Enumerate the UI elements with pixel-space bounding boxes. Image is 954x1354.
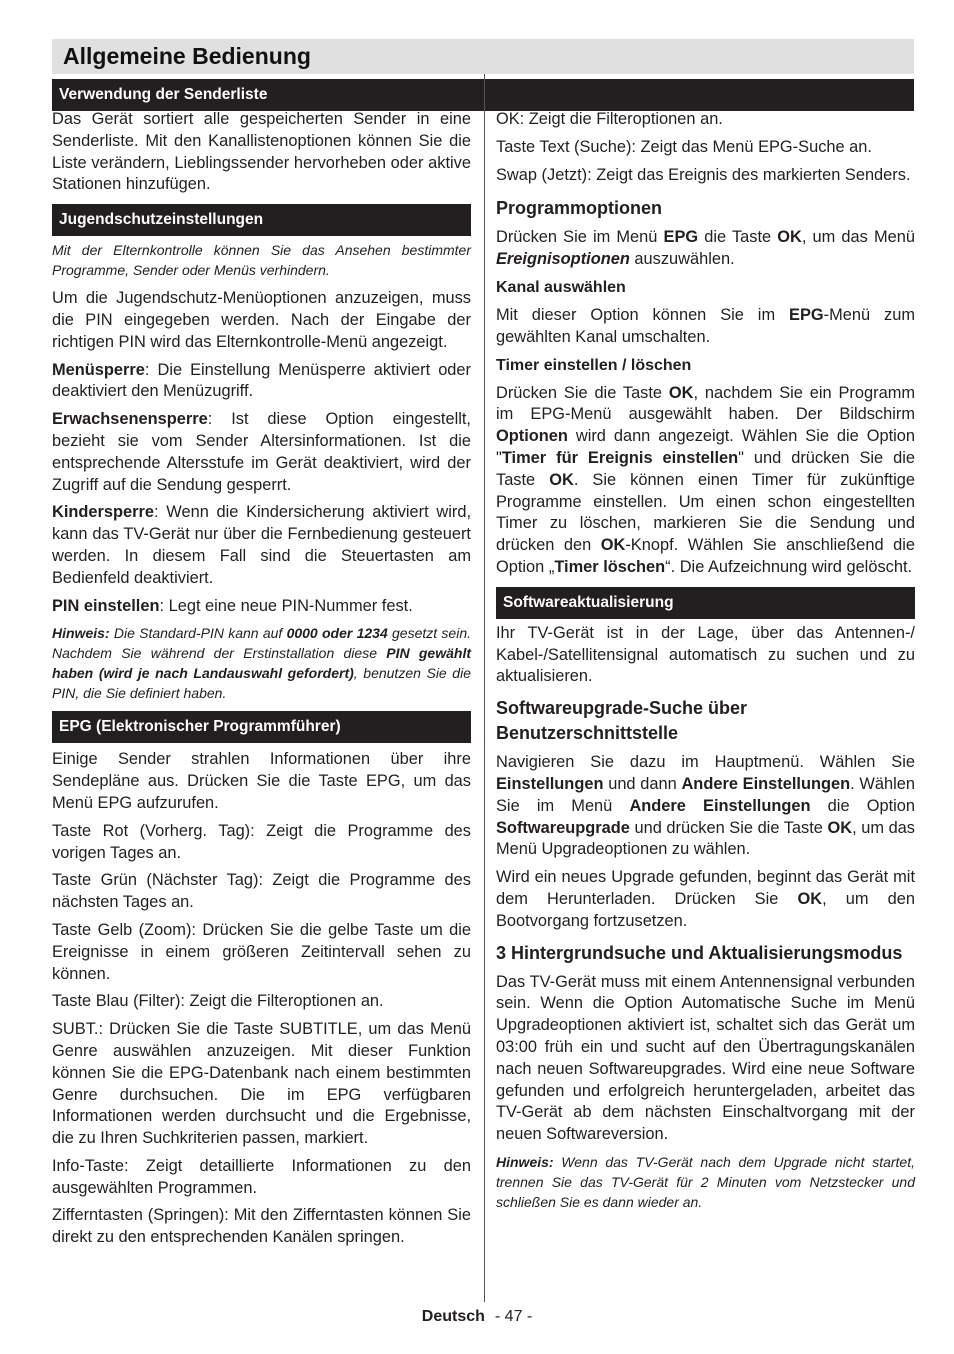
bold-run: EPG [789, 305, 824, 324]
page-footer [0, 1306, 954, 1328]
epg-number-keys: Zifferntasten (Springen): Mit den Zifferntasten können Sie direkt zu den entsprechenden Kanälen springen. [52, 1206, 471, 1247]
software-download-paragraph [496, 867, 915, 932]
adult-lock-paragraph [52, 409, 471, 496]
note-text: , benutzen Sie die PIN, die Sie definiert haben. [52, 665, 471, 702]
right-column [496, 109, 915, 1220]
text-run: , nachdem Sie ein Programm im EPG-Menü ausgewählt haben. Der Bildschirm [496, 383, 915, 424]
text-run: -Knopf. Wählen Sie anschließend die Option „ [496, 536, 915, 576]
epg-blue-key: Taste Blau (Filter): Zeigt die Filteroptionen an. [52, 992, 384, 1011]
epg-info-key: Info-Taste: Zeigt detaillierte Informationen zu den ausgewählten Programmen. [52, 1156, 471, 1197]
text-run: Drücken Sie die Taste [496, 383, 669, 402]
software-paragraph: Ihr TV-Gerät ist in der Lage, über das Antennen-/ Kabel-/Satellitensignal automatisch zu suchen und zu aktualisieren. [496, 623, 915, 686]
text-run: und drücken Sie die Taste [629, 818, 828, 837]
bold-run: Andere Einstellungen [629, 796, 811, 815]
epg-subt-key: SUBT.: Drücken Sie die Taste SUBTITLE, um das Menü Genre auswählen anzuzeigen. Mit dieser Funktion können Sie die EPG-Datenbank nach einem bestimmten Genre durchsuchen. Die im EPG verfügbaren Informationen werden durchsucht und die Ergebnisse, die zu Ihren Suchkriterien passen, markiert. [52, 1020, 471, 1148]
bold-run: OK [549, 470, 574, 489]
adult-lock-label: Erwachsenensperre [52, 410, 208, 429]
menu-lock-paragraph [52, 360, 471, 404]
epg-green-key: Taste Grün (Nächster Tag): Zeigt die Programme des nächsten Tages an. [52, 871, 471, 912]
kanal-heading: Kanal auswählen [496, 278, 626, 296]
section-heading-software: Softwareaktualisierung [496, 587, 915, 619]
text-run: , um das Menü [801, 228, 915, 247]
bold-italic-run: Ereignisoptionen [496, 250, 630, 269]
jugendschutz-paragraph: Um die Jugendschutz-Menüoptionen anzuzeigen, muss die PIN eingegeben werden. Nach der Eingabe der richtigen PIN wird das Elternkontrolle-Menü angezeigt. [52, 289, 471, 351]
child-lock-paragraph [52, 502, 471, 589]
section-heading-epg: EPG (Elektronischer Programmführer) [52, 711, 471, 743]
bold-run: OK [827, 818, 853, 837]
jugendschutz-intro: Mit der Elternkontrolle können Sie das Ansehen bestimmter Programme, Sender oder Menüs verhindern. [52, 242, 471, 279]
text-run: “. Die Aufzeichnung wird gelöscht. [665, 557, 913, 576]
text-run: die Option [810, 796, 915, 815]
note-label: Hinweis: [52, 625, 110, 642]
text-run: , um den Bootvorgang fortzusetzen. [496, 889, 915, 930]
page-title: Allgemeine Bedienung [52, 39, 914, 74]
text-run: Drücken Sie im Menü [496, 228, 664, 247]
programmoptionen-paragraph [496, 227, 915, 271]
epg-paragraph: Einige Sender strahlen Informationen über ihre Sendepläne aus. Drücken Sie die Taste EPG, um das Menü EPG aufzurufen. [52, 750, 471, 812]
text-run: . Sie können einen Timer für zukünftige Programme einstellen. Um einen schon eingestellten Timer zu löschen, markieren Sie die Sendung und drücken den [496, 470, 915, 555]
note-text: Die Standard-PIN kann auf [109, 625, 287, 642]
senderliste-paragraph: Das Gerät sortiert alle gespeicherten Sender in eine Senderliste. Mit den Kanallistenoptionen können Sie die Liste verändern, Lieblingssender hervorheben oder aktive Stationen hinzufügen. [52, 110, 471, 194]
bold-run: Optionen [496, 427, 568, 446]
bold-run: OK [600, 536, 626, 555]
note-text: Wenn das TV-Gerät nach dem Upgrade nicht startet, trennen Sie das TV-Gerät für 2 Minuten vom Netzstecker und schließen Sie es dann wieder an. [496, 1153, 915, 1210]
software-upgrade-paragraph [496, 752, 915, 861]
text-run: Wird ein neues Upgrade gefunden, beginnt das Gerät mit dem Herunterladen. Drücken Sie [496, 868, 915, 908]
bold-run: EPG [663, 228, 699, 247]
software-upgrade-heading: Softwareupgrade-Suche über Benutzerschnittstelle [496, 698, 748, 744]
note-text: gesetzt sein. Nachdem Sie während der Erstinstallation diese [52, 625, 471, 662]
section-heading-jugendschutz: Jugendschutzeinstellungen [52, 204, 471, 236]
child-lock-label: Kindersperre [52, 503, 155, 522]
note-bold: PIN gewählt haben (wird je nach Landauswahl gefordert) [52, 645, 471, 682]
text-run: , um das Menü Upgradeoptionen zu wählen. [496, 818, 915, 859]
pin-label: PIN einstellen [52, 596, 160, 615]
text-run: die Taste [698, 228, 778, 247]
column-divider [484, 74, 485, 1302]
text-run: -Menü zum gewählten Kanal umschalten. [496, 305, 915, 346]
pin-paragraph [52, 596, 471, 618]
note-label: Hinweis: [496, 1153, 554, 1170]
timer-paragraph [496, 383, 915, 579]
text-run: " und drücken Sie die Taste [496, 448, 915, 489]
footer-language: Deutsch [421, 1308, 485, 1325]
note-bold: 0000 oder 1234 [286, 625, 388, 642]
menu-lock-text: : Die Einstellung Menüsperre aktiviert oder deaktiviert den Menüzugriff. [52, 360, 471, 401]
bold-run: Andere Einstellungen [681, 774, 851, 793]
kanal-paragraph [496, 305, 915, 349]
epg-ok-key: OK: Zeigt die Filteroptionen an. [496, 110, 723, 128]
epg-text-key: Taste Text (Suche): Zeigt das Menü EPG-Suche an. [496, 137, 872, 156]
bold-run: OK [668, 383, 694, 402]
bold-run: Einstellungen [496, 774, 604, 793]
text-run: auszuwählen. [629, 250, 735, 269]
epg-swap-key: Swap (Jetzt): Zeigt das Ereignis des markierten Senders. [496, 165, 911, 184]
text-run: Navigieren Sie dazu im Hauptmenü. Wählen Sie [496, 753, 915, 772]
jugendschutz-note [52, 623, 471, 703]
bold-run: Timer löschen [554, 557, 666, 576]
software-note [496, 1152, 915, 1212]
bold-run: Softwareupgrade [496, 818, 630, 837]
programmoptionen-heading: Programmoptionen [496, 198, 663, 219]
menu-lock-label: Menüsperre [52, 360, 145, 379]
adult-lock-text: : Ist diese Option eingestellt, bezieht sie vom Sender Altersinformationen. Ist die entsprechende Altersstufe im Gerät deaktiviert, wird der Zugriff auf die Sendung gesperrt. [52, 410, 471, 494]
text-run: und dann [603, 774, 682, 793]
background-search-heading: 3 Hintergrundsuche und Aktualisierungsmodus [496, 942, 903, 963]
timer-heading: Timer einstellen / löschen [496, 356, 692, 374]
left-column [52, 109, 471, 1255]
text-run: . Wählen Sie im Menü [496, 774, 915, 815]
section-heading-senderliste: Verwendung der Senderliste [52, 79, 914, 111]
page-number: - 47 - [494, 1308, 533, 1325]
bold-run: Timer für Ereignis einstellen [501, 448, 739, 467]
bold-run: OK [777, 228, 802, 247]
background-search-paragraph: Das TV-Gerät muss mit einem Antennensignal verbunden sein. Wenn die Option Automatische Suche im Menü Upgradeoptionen aktiviert ist, schaltet sich das Gerät um 03:00 früh ein und sucht auf den Übertragungskanälen nach neuen Softwareupgrades. Wird eine neue Software gefunden und erfolgreich heruntergeladen, arbeitet das TV-Gerät ab dem nächsten Einschaltvorgang mit der neuen Softwareversion. [496, 972, 915, 1144]
text-run: Mit dieser Option können Sie im [496, 305, 790, 324]
text-run: wird dann angezeigt. Wählen Sie die Option " [496, 427, 915, 467]
epg-yellow-key: Taste Gelb (Zoom): Drücken Sie die gelbe Taste um die Ereignisse in einem größeren Zeitintervall sehen zu können. [52, 920, 471, 983]
bold-run: OK [797, 889, 823, 908]
pin-text: : Legt eine neue PIN-Nummer fest. [159, 596, 413, 615]
child-lock-text: : Wenn die Kindersicherung aktiviert wird, kann das TV-Gerät nur über die Fernbedienung gesteuert werden. In diesem Fall sind die Steuertasten am Bedienfeld deaktiviert. [52, 503, 471, 587]
epg-red-key: Taste Rot (Vorherg. Tag): Zeigt die Programme des vorigen Tages an. [52, 821, 471, 862]
